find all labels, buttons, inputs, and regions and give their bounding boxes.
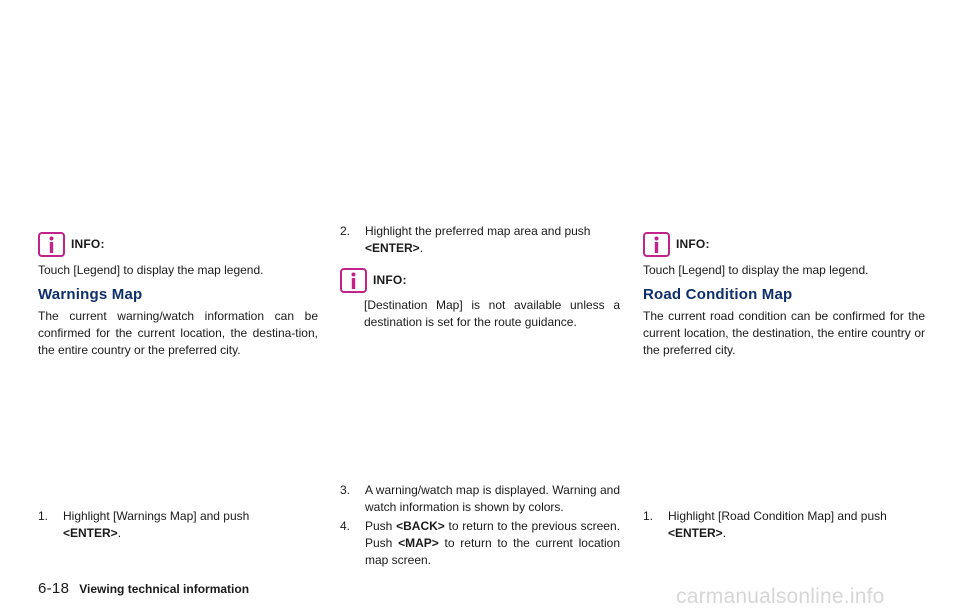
page-footer <box>38 580 249 597</box>
step-1 <box>643 508 925 542</box>
step-number: 4. <box>340 519 351 533</box>
section-body: The current road condition can be confirmed for the current location, the destination, the entire country or the preferred city. <box>643 309 925 357</box>
section-heading-warnings-map: Warnings Map <box>38 286 143 303</box>
page-number: 6-18 <box>38 580 70 597</box>
step-number: 3. <box>340 483 351 497</box>
section-body: The current warning/watch information can be confirmed for the current location, the destina-tion, the entire country or the preferred city. <box>38 309 318 357</box>
enter-key: <ENTER> <box>668 526 723 540</box>
enter-key: <ENTER> <box>365 241 420 255</box>
back-key: <BACK> <box>396 519 445 533</box>
section-title: Viewing technical information <box>79 582 250 596</box>
step-text: Push <BACK> to return to the previous screen. Push <MAP> to return to the current location map screen. <box>365 519 620 567</box>
info-label: INFO: <box>373 273 407 287</box>
step-2 <box>340 223 620 257</box>
watermark: carmanualsonline.info <box>676 585 885 608</box>
step-4 <box>340 518 620 569</box>
step-text: A warning/watch map is displayed. Warning and watch information is shown by colors. <box>365 483 620 514</box>
step-text: Highlight [Road Condition Map] and push <ENTER>. <box>668 509 887 540</box>
info-note-1 <box>38 232 105 257</box>
step-text: Highlight the preferred map area and push <ENTER>. <box>365 224 591 255</box>
map-key: <MAP> <box>398 536 439 550</box>
info-note-3 <box>643 232 710 257</box>
info-icon <box>340 268 367 293</box>
enter-key: <ENTER> <box>63 526 118 540</box>
step-number: 1. <box>643 509 654 523</box>
info-note-2 <box>340 268 407 293</box>
info-label: INFO: <box>676 237 710 251</box>
info-text: Touch [Legend] to display the map legend. <box>38 263 264 277</box>
section-heading-road-condition-map: Road Condition Map <box>643 286 793 303</box>
info-label: INFO: <box>71 237 105 251</box>
info-text: [Destination Map] is not available unless a destination is set for the route guidance. <box>364 298 620 329</box>
step-1 <box>38 508 318 542</box>
step-3 <box>340 482 620 516</box>
info-icon <box>643 232 670 257</box>
step-number: 1. <box>38 509 49 523</box>
info-text: Touch [Legend] to display the map legend. <box>643 263 869 277</box>
step-text: Highlight [Warnings Map] and push <ENTER>. <box>63 509 250 540</box>
info-icon <box>38 232 65 257</box>
step-number: 2. <box>340 224 351 238</box>
